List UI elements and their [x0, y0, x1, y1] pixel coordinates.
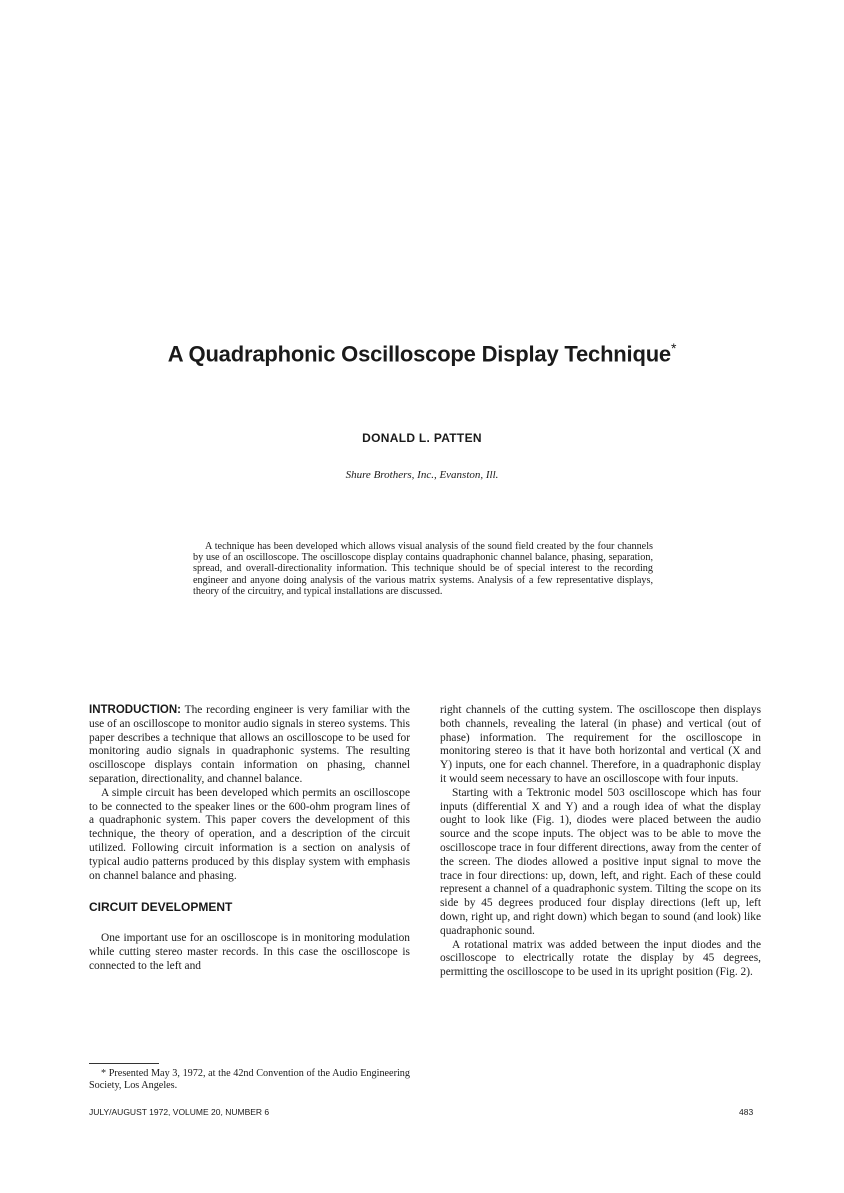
page-number: 483 [739, 1107, 754, 1117]
left-column [89, 704, 410, 974]
circuit-paragraph-2: Starting with a Tektronic model 503 oscilloscope which has four inputs (differential X and Y) and a rough idea of what the display ought to look like (Fig. 1), diodes were placed between the audio source and the scope inputs. The object was to be able to move the oscilloscope trace in four different directions, away from the center of the screen. The diodes allowed a positive input signal to move the trace in four directions: up, down, left, and right. Each of these could represent a channel of a quadraphonic system. Tilting the scope on its side by 45 degrees produced four display directions (left up, left down, right up, and right down) which began to sound (and look) like quadraphonic sound. [440, 786, 761, 937]
section-heading-circuit-development: CIRCUIT DEVELOPMENT [89, 900, 233, 915]
intro-heading: INTRODUCTION: [89, 704, 181, 716]
circuit-paragraph-continued: right channels of the cutting system. The oscilloscope then displays both channels, revealing the lateral (in phase) and vertical (out of phase) information. The requirement for the oscilloscope in monitoring stereo is that it have both horizontal and vertical (X and Y) inputs, one for each channel. Therefore, in a quadraphonic display it would seem necessary to have an oscilloscope with four inputs. [440, 704, 761, 785]
paper-title [0, 340, 844, 367]
intro-paragraph [89, 704, 410, 787]
footnote [89, 1063, 410, 1092]
abstract [193, 541, 653, 597]
journal-footer: JULY/AUGUST 1972, VOLUME 20, NUMBER 6 [89, 1107, 270, 1117]
abstract-text: A technique has been developed which allows visual analysis of the sound field created by the four channels by use of an oscilloscope. The oscilloscope display contains quadraphonic channel balance, phasing, separation, spread, and overall-directionality information. This technique should be of special interest to the recording engineer and anyone doing analysis of the various matrix systems. Analysis of a few representative displays, theory of the circuitry, and typical installations are discussed. [193, 541, 653, 597]
paper-title-text: A Quadraphonic Oscilloscope Display Technique [167, 341, 671, 367]
circuit-paragraph-1: One important use for an oscilloscope is in monitoring modulation while cutting stereo master records. In this case the oscilloscope is connected to the left and [89, 932, 410, 972]
footnote-text: * Presented May 3, 1972, at the 42nd Convention of the Audio Engineering Society, Los Angeles. [89, 1068, 410, 1091]
circuit-paragraph-3: A rotational matrix was added between the input diodes and the oscilloscope to electrically rotate the display by 45 degrees, permitting the oscilloscope to be used in its upright position (Fig. 2). [440, 938, 761, 979]
intro-paragraph-2: A simple circuit has been developed which permits an oscilloscope to be connected to the speaker lines or the 600-ohm program lines of a quadraphonic system. This paper covers the development of this technique, the theory of operation, and a description of the circuit utilized. Following circuit information is a section on analysis of typical audio patterns produced by this display system with emphasis on channel balance and phasing. [89, 786, 410, 882]
title-footnote-marker: * [670, 340, 677, 356]
footnote-rule [89, 1063, 159, 1064]
author-name: DONALD L. PATTEN [362, 431, 482, 445]
author-affiliation: Shure Brothers, Inc., Evanston, Ill. [345, 469, 499, 481]
right-column [440, 704, 761, 980]
intro-text: The recording engineer is very familiar with the use of an oscilloscope to monitor audio signals in stereo systems. This paper describes a technique that allows an oscilloscope to be used for monitoring audio signals in quadraphonic systems. The resulting oscilloscope displays contain information on phasing, channel separation, directionality, and channel balance. [89, 704, 410, 785]
